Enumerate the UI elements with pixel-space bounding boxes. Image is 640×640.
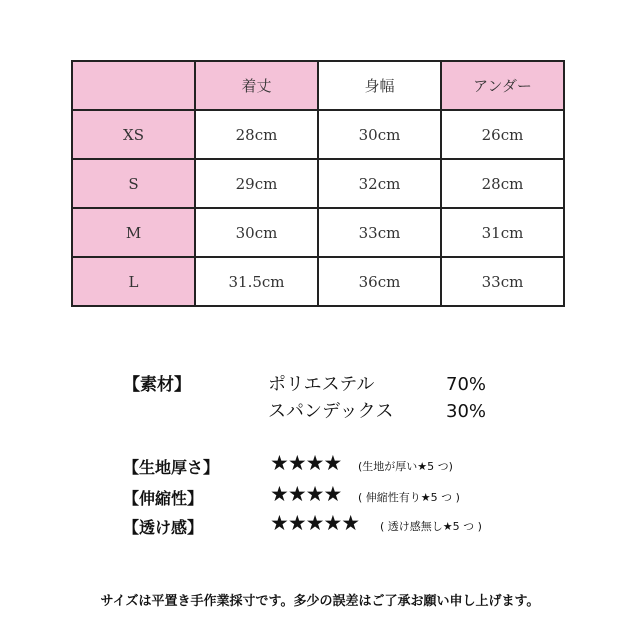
star-rating-icon: ★★★★ — [270, 482, 342, 506]
table-cell: 32cm — [318, 159, 441, 208]
table-cell: 30cm — [318, 110, 441, 159]
material-name: ポリエステル — [268, 374, 375, 395]
table-row — [72, 110, 564, 159]
table-cell: 33cm — [318, 208, 441, 257]
table-cell: 28cm — [441, 159, 564, 208]
material-name: スパンデックス — [268, 401, 394, 422]
footer-note: サイズは平置き手作業採寸です。多少の誤差はご了承お願い申し上げます。 — [100, 594, 540, 609]
rating-label: 【生地厚さ】 — [123, 458, 220, 477]
table-cell: 30cm — [195, 208, 318, 257]
size-label: S — [72, 159, 195, 208]
table-cell: 36cm — [318, 257, 441, 306]
header-width: 身幅 — [318, 61, 441, 110]
table-header-row — [72, 61, 564, 110]
material-percent: 30% — [446, 401, 487, 422]
size-label: XS — [72, 110, 195, 159]
table-cell: 31.5cm — [195, 257, 318, 306]
size-label: M — [72, 208, 195, 257]
star-rating-icon: ★★★★★ — [270, 511, 360, 535]
table-cell: 29cm — [195, 159, 318, 208]
rating-note: (生地が厚い★5 つ) — [358, 460, 453, 473]
size-label: L — [72, 257, 195, 306]
rating-note: ( 伸縮性有り★5 つ ) — [358, 491, 460, 504]
table-cell: 28cm — [195, 110, 318, 159]
table-row — [72, 159, 564, 208]
table-corner-cell — [72, 61, 195, 110]
table-row — [72, 208, 564, 257]
star-rating-icon: ★★★★ — [270, 451, 342, 475]
table-cell: 33cm — [441, 257, 564, 306]
material-label: 【素材】 — [123, 375, 191, 395]
header-length: 着丈 — [195, 61, 318, 110]
material-percent: 70% — [446, 374, 487, 395]
table-cell: 31cm — [441, 208, 564, 257]
rating-label: 【透け感】 — [123, 518, 204, 537]
material-item — [268, 370, 486, 396]
material-item — [268, 397, 486, 423]
rating-note: ( 透け感無し★5 つ ) — [380, 520, 482, 533]
rating-label: 【伸縮性】 — [123, 489, 204, 508]
size-table — [71, 60, 565, 307]
table-row — [72, 257, 564, 306]
table-cell: 26cm — [441, 110, 564, 159]
header-under: アンダー — [441, 61, 564, 110]
